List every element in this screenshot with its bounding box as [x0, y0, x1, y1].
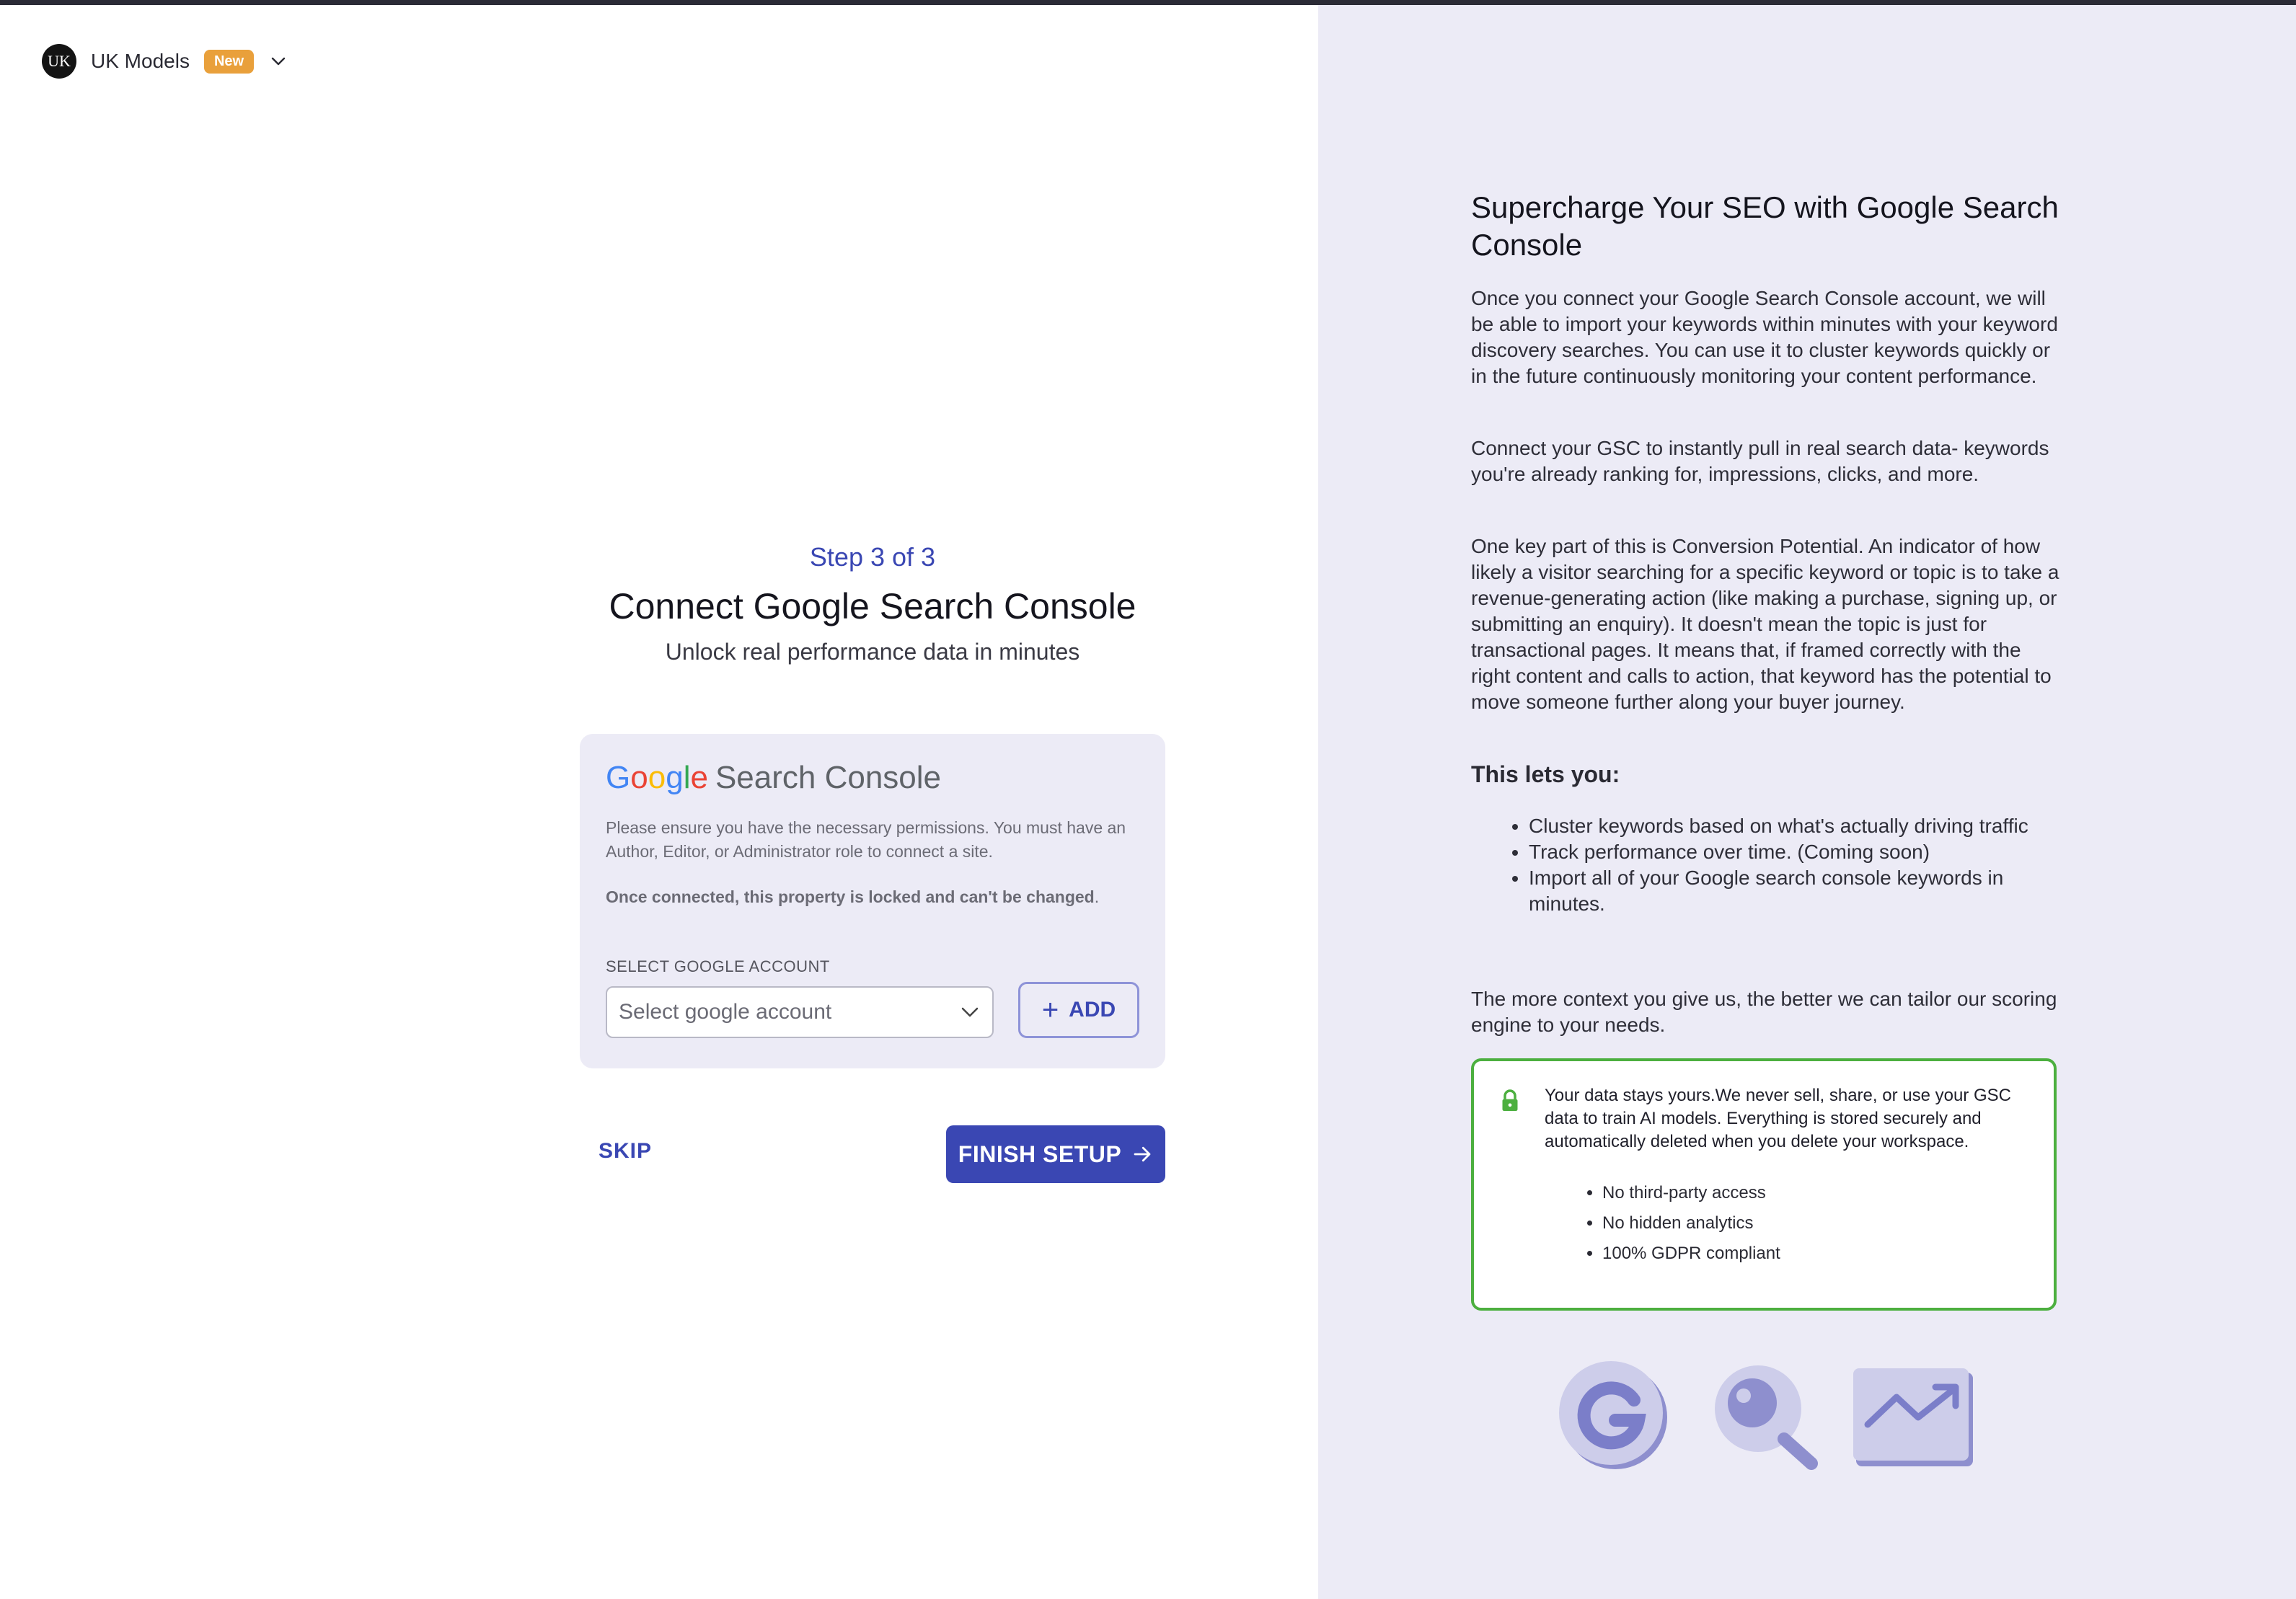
list-item: • Cluster keywords based on what's actually driving traffic	[1529, 813, 2062, 839]
workspace-avatar: UK	[42, 44, 76, 79]
finish-setup-button[interactable]	[946, 1125, 1165, 1183]
benefits-heading: This lets you:	[1471, 761, 1620, 787]
chevron-down-icon	[959, 1001, 981, 1023]
google-account-select[interactable]	[606, 986, 994, 1038]
top-bar	[0, 0, 2296, 5]
google-account-placeholder: Select google account	[619, 1000, 832, 1024]
add-button-label: ADD	[1069, 998, 1116, 1022]
permissions-note: Please ensure you have the necessary permissions. You must have an Author, Editor, or Administrator role to connect a site.	[606, 818, 1126, 861]
google-wordmark: Google	[606, 760, 708, 795]
account-select-label: SELECT GOOGLE ACCOUNT	[606, 957, 830, 975]
workspace-name: UK Models	[91, 50, 190, 72]
arrow-right-icon	[1131, 1143, 1153, 1165]
trend-chart-icon	[1853, 1368, 1973, 1466]
add-account-button[interactable]	[1018, 982, 1139, 1038]
list-item: • No third-party access	[1602, 1178, 1780, 1208]
plus-icon: +	[1041, 994, 1059, 1026]
list-item: • Import all of your Google search console keywords in minutes.	[1529, 865, 2062, 917]
workspace-switcher[interactable]	[42, 40, 287, 82]
privacy-text: Your data stays yours.We never sell, share, or use your GSC data to train AI models. Everything is stored securely and automatically deleted when you delete your workspace.	[1545, 1086, 2011, 1151]
magnifier-icon	[1715, 1365, 1811, 1463]
search-console-wordmark: Search Console	[715, 760, 942, 795]
lock-icon	[1500, 1089, 1520, 1113]
google-icon	[1559, 1361, 1667, 1469]
locked-property-note: Once connected, this property is locked and can't be changed.	[606, 887, 1100, 906]
finish-setup-label: FINISH SETUP	[958, 1140, 1122, 1167]
step-header	[570, 542, 1175, 665]
info-paragraph-2: Connect your GSC to instantly pull in real search data- keywords you're already ranking for, impressions, clicks, and more.	[1471, 437, 2049, 485]
illustration-icons	[1558, 1358, 1976, 1474]
chevron-down-icon[interactable]	[270, 53, 287, 70]
new-badge: New	[204, 50, 254, 74]
privacy-notice	[1471, 1058, 2057, 1311]
page-subtitle: Unlock real performance data in minutes	[665, 639, 1080, 665]
info-paragraph-3: One key part of this is Conversion Potential. An indicator of how likely a visitor searching for a specific keyword or topic is to take a revenue-generating action (like making a purchase, signing up, or submitting an enquiry). It doesn't mean the topic is just for transactional pages. It means that, if framed correctly with the right content and calls to action, that keyword has the potential to move someone further along your buyer journey.	[1471, 535, 2059, 713]
list-item: • 100% GDPR compliant	[1602, 1239, 1780, 1269]
list-item: • No hidden analytics	[1602, 1208, 1780, 1239]
step-indicator: Step 3 of 3	[809, 542, 936, 572]
page-title: Connect Google Search Console	[609, 586, 1136, 626]
info-paragraph-1: Once you connect your Google Search Console account, we will be able to import your keywords within minutes with your keyword discovery searches. You can use it to cluster keywords quickly or in the future continuously monitoring your content performance.	[1471, 287, 2058, 387]
gsc-connect-card	[580, 734, 1165, 1068]
info-title: Supercharge Your SEO with Google Search Console	[1471, 190, 2059, 262]
google-search-console-logo	[606, 760, 941, 796]
list-item: • Track performance over time. (Coming soon)	[1529, 839, 2062, 865]
skip-button[interactable]: SKIP	[599, 1139, 653, 1163]
privacy-points	[1566, 1178, 1780, 1269]
info-paragraph-4: The more context you give us, the better we can tailor our scoring engine to your needs.	[1471, 988, 2057, 1036]
benefits-list	[1471, 813, 2062, 917]
